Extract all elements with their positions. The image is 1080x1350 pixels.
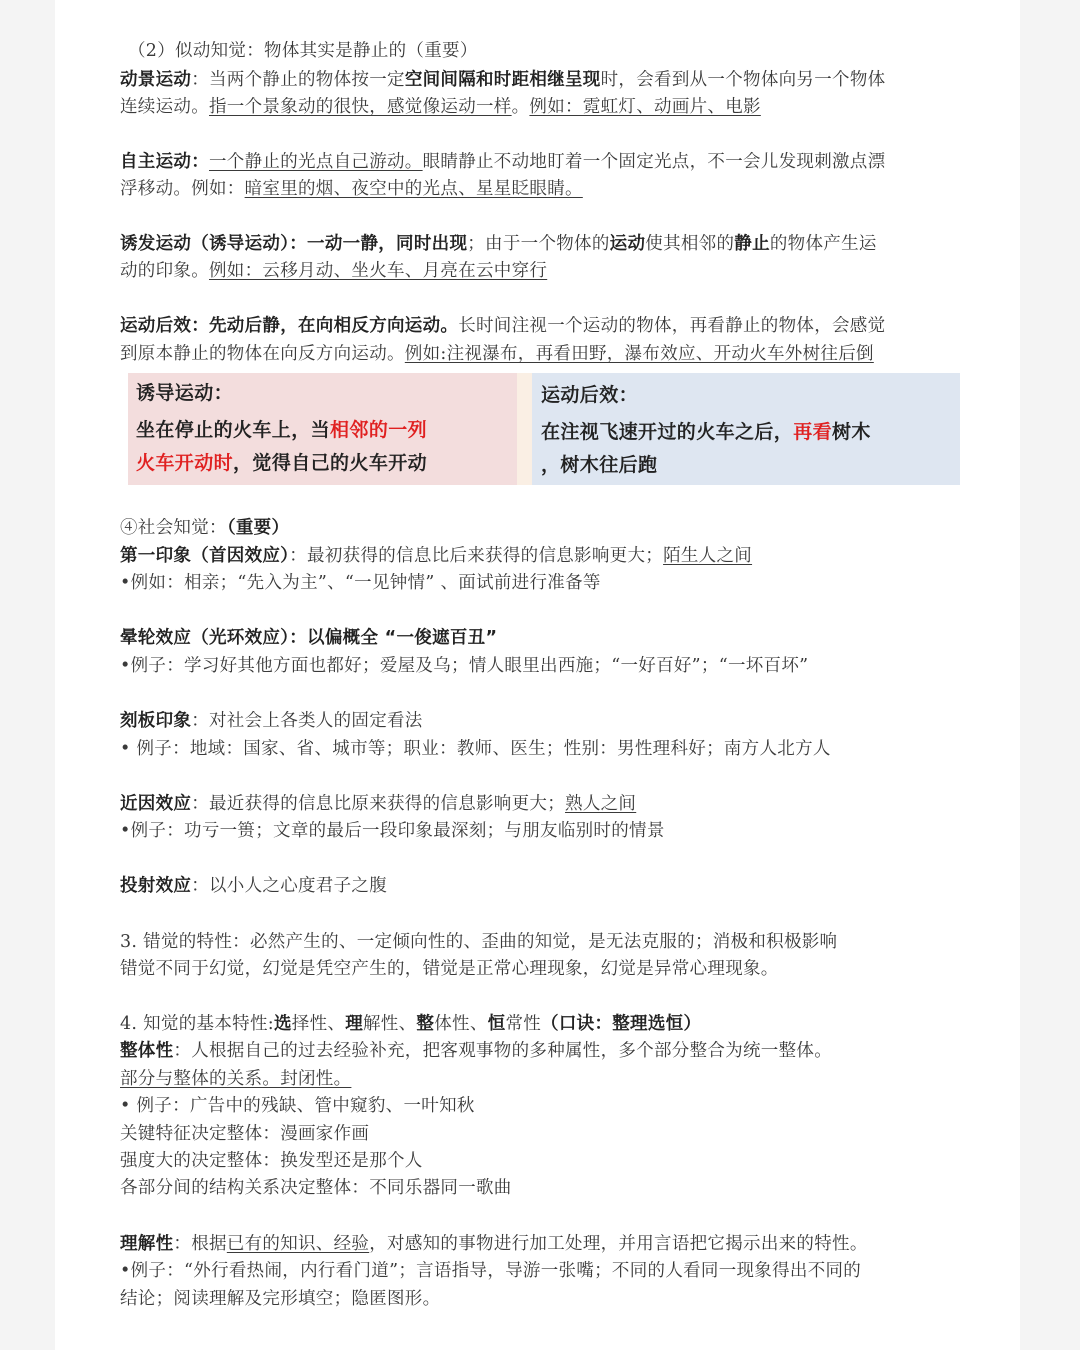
text: ，对感知的事物进行加工处理，并用言语把它揭示出来的特性。 [369,1234,868,1254]
text: 常性 [505,1014,542,1034]
underlined-text: 已有的知识、经验 [226,1234,370,1254]
wholeness-example-2: 关键特征决定整体：漫画家作画 [120,1124,370,1144]
box-line-2 [136,448,427,475]
term-label: 理解性 [120,1234,174,1254]
emphasis-text: 空间间隔和时距相继呈现 [404,70,601,90]
understanding-example-1: •例子：“外行看热闹，内行看门道”；言语指导，导游一张嘴；不同的人看同一现象得出不同的 [120,1261,862,1281]
illusion-line-2: 错觉不同于幻觉，幻觉是凭空产生的，错觉是正常心理现象，幻觉是异常心理现象。 [120,959,779,979]
wholeness-example-3: 强度大的决定整体：换发型还是那个人 [120,1151,423,1171]
text: 坐在停止的火车上，当 [136,419,331,441]
text: 。 [511,97,530,117]
mnemonic-text: （口诀：整理选恒） [541,1014,702,1034]
text: ：以小人之心度君子之腹 [191,876,388,896]
apparent-motion-line-1 [120,67,885,93]
autokinetic-line-2 [120,176,583,202]
text: ：根据 [173,1234,227,1254]
underlined-example: 例如：霓虹灯、动画片、电影 [529,97,761,117]
text: 使其相邻的 [645,234,735,254]
underlined-text: 一个静止的光点自己游动。 [209,152,423,172]
induced-motion-line-1 [120,231,877,257]
underlined-text: 陌生人之间 [663,546,753,566]
halo-example: •例子：学习好其他方面也都好；爱屋及乌；情人眼里出西施；“一好百好”；“一坏百坏” [120,656,809,676]
emphasis-text: 静止 [734,234,770,254]
aftereffect-box [532,373,960,485]
term-label: 投射效应 [120,876,192,896]
recency-example: •例子：功亏一篑；文章的最后一段印象最深刻；与朋友临别时的情景 [120,821,665,841]
aftereffect-line-2 [120,341,874,367]
text: 择性、 [291,1014,346,1034]
emphasis-text: 理 [345,1014,363,1034]
box-title: 诱导运动： [136,382,234,404]
primacy-line [120,543,752,569]
understanding-line [120,1231,868,1257]
text: 长时间注视一个运动的物体，再看静止的物体，会感觉 [458,316,886,336]
text: 到原本静止的物体在向反方向运动。 [120,344,405,364]
highlight-text: 火车开动时 [136,452,234,474]
emphasis-text: 运动 [609,234,646,254]
heading-text: ④社会知觉： [120,518,227,538]
emphasis-text: 恒 [487,1014,506,1034]
autokinetic-line-1 [120,149,885,175]
text: 在注视飞速开过的火车之后， [541,421,794,443]
wholeness-line-2 [120,1066,351,1092]
text: 树木 [832,421,871,443]
text: 浮移动。例如： [120,179,245,199]
illusion-line-1: 3. 错觉的特性：必然产生的、一定倾向性的、歪曲的知觉，是无法克服的；消极和积极影响 [120,932,838,952]
box-line-1 [541,417,871,444]
box-line-1 [136,415,427,442]
underlined-text: 熟人之间 [565,794,637,814]
understanding-example-2: 结论；阅读理解及完形填空；隐匿图形。 [120,1289,441,1309]
underlined-example: 暗室里的烟、夜空中的光点、星星眨眼睛。 [244,179,583,199]
text: 眼睛静止不动地盯着一个固定光点，不一会儿发现刺激点漂 [422,152,886,172]
underlined-example: 例如：云移月动、坐火车、月亮在云中穿行 [209,261,548,281]
induced-motion-line-2 [120,258,547,284]
term-label: 近因效应 [120,794,192,814]
section-heading-social [120,515,289,541]
term-label: 晕轮效应（光环效应）：以偏概全 “一俊遮百丑” [120,628,498,648]
term-label: 自主运动： [120,152,209,172]
highlight-text: 相邻的一列 [330,419,428,441]
term-label: 第一印象（首因效应） [120,546,290,566]
box-line-2: ，树木往后跑 [541,454,658,476]
heading-emphasis: （重要） [226,518,290,538]
text: 体性、 [434,1014,488,1034]
emphasis-text: 选 [273,1014,292,1034]
stereotype-line [120,708,423,734]
wholeness-line-1 [120,1038,832,1064]
underlined-example: 例如:注视瀑布，再看田野，瀑布效应、开动火车外树往后倒 [404,344,874,364]
text: 连续运动。 [120,97,209,117]
text: ，觉得自己的火车开动 [233,452,428,474]
term-label: 整体性 [120,1041,174,1061]
text: 时，会看到从一个物体向另一个物体 [600,70,886,90]
highlight-text: 再看 [793,421,833,443]
primacy-example: •例如：相亲；“先入为主”、“一见钟情” 、面试前进行准备等 [120,573,601,593]
underlined-text: 部分与整体的关系。封闭性。 [120,1069,352,1089]
halo-line [120,625,497,651]
text: ：人根据自己的过去经验补充，把客观事物的多种属性，多个部分整合为统一整体。 [173,1041,833,1061]
text: ；由于一个物体的 [467,234,610,254]
term-label: 刻板印象 [120,711,192,731]
term-label: 诱发运动（诱导运动）：一动一静，同时出现 [120,234,468,254]
text: 的物体产生运 [769,234,877,254]
term-label: 运动后效：先动后静，在向相反方向运动。 [120,316,459,336]
text: 动的印象。 [120,261,209,281]
section-heading-properties [120,1011,701,1037]
wholeness-example-4: 各部分间的结构关系决定整体：不同乐器同一歌曲 [120,1178,512,1198]
text: ：对社会上各类人的固定看法 [191,711,423,731]
box-title: 运动后效： [541,384,639,406]
text: ：最初获得的信息比后来获得的信息影响更大； [289,546,664,566]
term-label: 动景运动 [120,70,192,90]
section-heading-apparent-motion [128,38,478,64]
aftereffect-line-1 [120,313,885,339]
heading-text: （2）似动知觉：物体其实是静止的（重要） [128,41,478,61]
text: ：最近获得的信息比原来获得的信息影响更大； [191,794,566,814]
stereotype-example: • 例子：地域：国家、省、城市等；职业：教师、医生；性别：男性理科好；南方人北方人 [120,739,831,759]
projection-line [120,873,387,899]
text: 解性、 [363,1014,417,1034]
text: ：当两个静止的物体按一定 [191,70,405,90]
underlined-text: 指一个景象动的很快，感觉像运动一样 [209,97,512,117]
text: 4. 知觉的基本特性: [120,1014,274,1034]
induced-motion-box [128,373,517,485]
box-divider [517,373,532,485]
recency-line [120,791,636,817]
emphasis-text: 整 [416,1014,435,1034]
wholeness-example-1: • 例子：广告中的残缺、管中窥豹、一叶知秋 [120,1096,475,1116]
apparent-motion-line-2 [120,94,761,120]
